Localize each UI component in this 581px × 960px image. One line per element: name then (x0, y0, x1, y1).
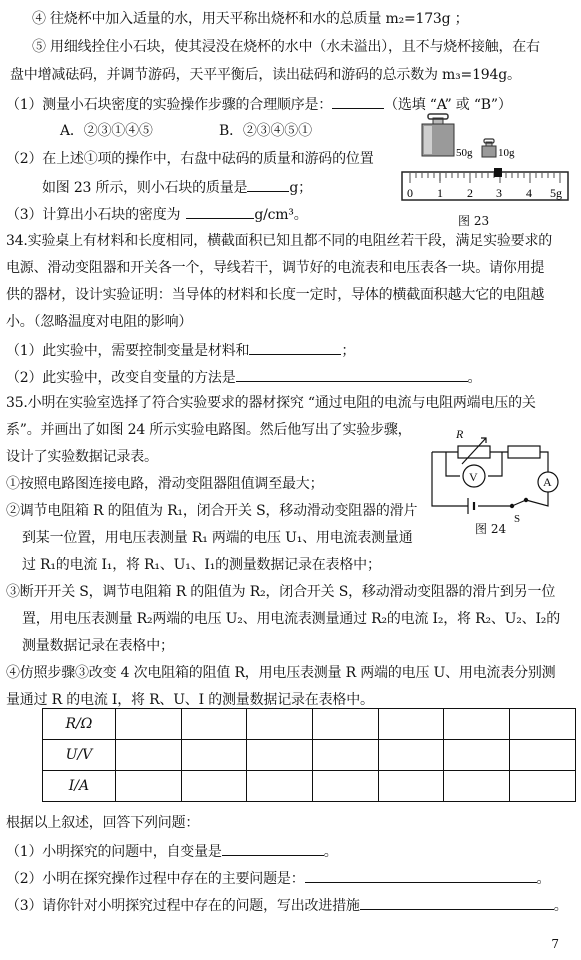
q35-line1: 35.小明在实验室选择了符合实验要求的器材探究 “通过电阻的电流与电阻两端电压的关 (6, 395, 536, 411)
label-s: S (514, 513, 521, 525)
table-row (43, 709, 576, 740)
question-2-text: 如图 23 所示，则小石块的质量是 (42, 180, 248, 196)
question-1-text: （1）测量小石块密度的实验操作步骤的合理顺序是： (6, 97, 333, 113)
answer-1-text: （1）小明探究的问题中，自变量是 (6, 844, 222, 860)
figure-23 (400, 112, 570, 232)
answer-2-text: （2）小明在探究操作过程中存在的主要问题是： (6, 871, 305, 887)
answer-3-text: （3）请你针对小明探究过程中存在的问题，写出改进措施 (6, 898, 360, 914)
table-cell[interactable] (115, 709, 181, 740)
table-cell[interactable] (378, 709, 444, 740)
question-1-tail: （选填 “A” 或 “B”） (384, 97, 512, 113)
q35-step2-line3: 过 R₁的电流 I₁，将 R₁、U₁、I₁的测量数据记录在表格中； (22, 557, 381, 573)
q35-step2-line2: 到某一位置，用电压表测量 R₁ 两端的电压 U₁、用电流表测量通 (22, 530, 413, 546)
q35-step1: ①按照电路图连接电路，滑动变阻器阻值调至最大； (6, 476, 324, 492)
table-cell[interactable] (313, 771, 379, 802)
q35-step3-line2: 置，用电压表测量 R₂两端的电压 U₂、用电流表测量通过 R₂的电流 I₂，将 R₂、U₂、I₂的 (22, 611, 561, 627)
answer-2-blank[interactable] (305, 868, 537, 883)
question-2-line2 (42, 177, 312, 197)
data-table (42, 708, 576, 802)
ruler-label: 2 (467, 186, 473, 200)
step-5-line2: 盘中增减砝码，并调节游码，天平平衡后，读出砝码和游码的总示数为 m₃=194g。 (10, 67, 521, 83)
q35-step3-line3: 测量数据记录在表格中； (22, 638, 174, 654)
weight-50g-label: 50g (456, 147, 473, 159)
answer-1-end: 。 (323, 844, 338, 860)
q34-sub1-end: ； (341, 343, 356, 359)
answer-3-blank[interactable] (360, 895, 554, 910)
answer-3-end: 。 (553, 898, 568, 914)
question-2-blank[interactable] (247, 177, 289, 192)
q34-sub2-text: （2）此实验中，改变自变量的方法是 (6, 370, 236, 386)
table-cell[interactable] (378, 771, 444, 802)
table-cell[interactable] (115, 740, 181, 771)
table-cell[interactable] (181, 709, 247, 740)
summary-text: 根据以上叙述，回答下列问题： (6, 815, 200, 831)
q34-sub1-text: （1）此实验中，需要控制变量是材料和 (6, 343, 250, 359)
ruler-label: 0 (407, 186, 413, 200)
page-number: 7 (551, 937, 559, 951)
question-2-unit: g； (289, 180, 312, 196)
q34-sub1 (6, 340, 355, 360)
q34-sub1-blank[interactable] (249, 340, 341, 355)
table-cell[interactable] (444, 740, 510, 771)
table-cell[interactable] (378, 740, 444, 771)
sliding-rheostat-icon (508, 446, 540, 458)
table-row (43, 771, 576, 802)
weight-50g-icon (422, 114, 454, 156)
label-r: R (456, 428, 464, 441)
weight-10g-label: 10g (498, 147, 515, 159)
rheostat-arrow-icon (462, 438, 486, 464)
figure-24-circuit (430, 428, 570, 528)
label-a: A (543, 475, 552, 489)
row-header-i: I/A (43, 771, 116, 802)
table-cell[interactable] (247, 740, 313, 771)
q34-line2: 电源、滑动变阻器和开关各一个，导线若干，调节好的电流表和电压表各一块。请你用提 (6, 260, 545, 276)
q35-step4-line1: ④仿照步骤③改变 4 次电阻箱的阻值 R，用电压表测量 R 两端的电压 U、用电流表分别测 (6, 665, 556, 681)
table-row (43, 740, 576, 771)
q35-line2: 系”。并画出了如图 24 所示实验电路图。然后他写出了实验步骤， (6, 422, 412, 438)
question-3-blank[interactable] (186, 204, 254, 219)
q35-step2-line1: ②调节电阻箱 R 的阻值为 R₁，闭合开关 S，移动滑动变阻器的滑片 (6, 503, 418, 519)
q35-step3-line1: ③断开开关 S，调节电阻箱 R 的阻值为 R₂，闭合开关 S，移动滑动变阻器的滑片到另一位 (6, 584, 556, 600)
table-cell[interactable] (444, 709, 510, 740)
option-a: A．②③①④⑤ (60, 123, 153, 139)
answer-1 (6, 841, 338, 861)
balance-figure (400, 112, 570, 212)
question-2-line1: （2）在上述①项的操作中，右盘中砝码的质量和游码的位置 (6, 151, 374, 167)
row-header-r: R/Ω (43, 709, 116, 740)
figure-24-caption: 图 24 (475, 522, 507, 536)
wire (540, 452, 548, 472)
question-3-text: （3）计算出小石块的密度为 (6, 207, 181, 223)
answer-2-end: 。 (536, 871, 551, 887)
ruler-labels (407, 186, 562, 200)
resistor-box-icon (458, 446, 490, 458)
ruler-label: 4 (526, 186, 532, 200)
answer-3 (6, 895, 568, 915)
rider-icon (494, 168, 502, 177)
table-cell[interactable] (313, 740, 379, 771)
table-cell[interactable] (247, 771, 313, 802)
answer-2 (6, 868, 550, 888)
wire (432, 452, 468, 506)
q34-line3: 供的器材，设计实验证明：当导体的材料和长度一定时，导体的横截面积越大它的电阻越 (6, 287, 545, 303)
row-header-u: U/V (43, 740, 116, 771)
ruler-label: 1 (437, 186, 443, 200)
question-1-options (60, 122, 312, 140)
question-3 (6, 204, 308, 224)
q34-line1: 34.实验桌上有材料和长度相同，横截面积已知且都不同的电阻丝若干段，满足实验要求的 (6, 233, 553, 249)
answer-1-blank[interactable] (222, 841, 324, 856)
wire (526, 492, 548, 506)
ruler-ticks (410, 173, 560, 183)
q34-sub2 (6, 367, 481, 387)
weight-10g-icon (482, 139, 496, 157)
step-5-line1: ⑤ 用细线拴住小石块，使其浸没在烧杯的水中（水未溢出），且不与烧杯接触，在右 (32, 39, 540, 55)
question-1 (6, 94, 512, 114)
table-cell[interactable] (181, 771, 247, 802)
ruler-label: 5g (550, 186, 562, 200)
figure-23-caption: 图 23 (458, 214, 490, 228)
option-b: B．②③④⑤① (218, 123, 312, 139)
table-cell[interactable] (181, 740, 247, 771)
table-cell[interactable] (510, 709, 576, 740)
table-cell[interactable] (510, 740, 576, 771)
table-cell[interactable] (510, 771, 576, 802)
switch-icon (512, 500, 526, 506)
q35-line3: 设计了实验数据记录表。 (6, 449, 158, 465)
question-1-blank[interactable] (332, 94, 384, 109)
q35-step4-line2: 量通过 R 的电流 I，将 R、U、I 的测量数据记录在表格中。 (6, 692, 374, 708)
question-3-unit: g/cm³。 (254, 207, 308, 223)
q34-sub2-blank[interactable] (236, 367, 468, 382)
table-cell[interactable] (313, 709, 379, 740)
ruler-label: 3 (496, 186, 502, 200)
table-cell[interactable] (115, 771, 181, 802)
ruler-frame (402, 172, 568, 200)
q34-sub2-end: 。 (467, 370, 482, 386)
step-4: ④ 往烧杯中加入适量的水，用天平称出烧杯和水的总质量 m₂=173g ； (32, 11, 469, 27)
label-v: V (469, 470, 478, 484)
table-cell[interactable] (247, 709, 313, 740)
q34-line4: 小。（忽略温度对电阻的影响） (6, 314, 193, 330)
table-cell[interactable] (444, 771, 510, 802)
